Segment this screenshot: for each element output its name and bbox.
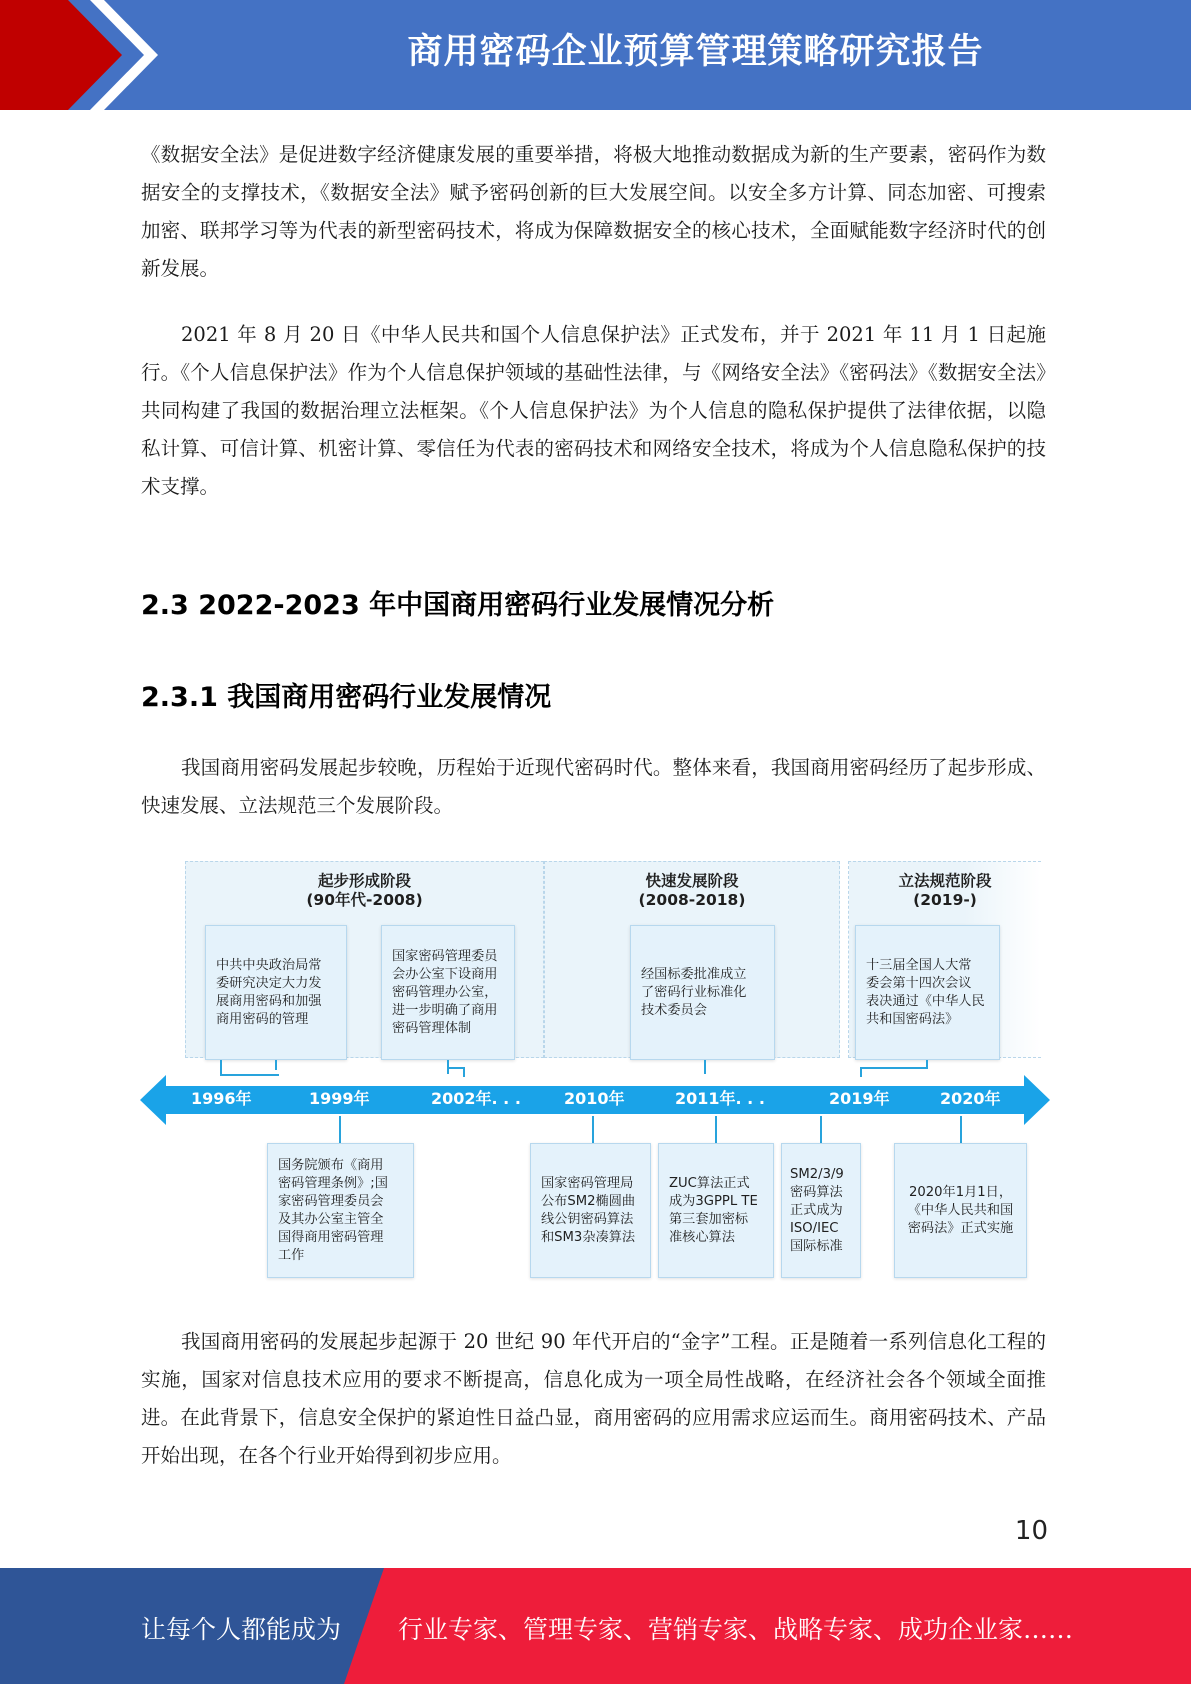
event-box-2020: 2020年1月1日， 《中华人民共和国 密码法》正式实施 [894, 1143, 1027, 1278]
paragraph-development-stages: 我国商用密码发展起步较晚，历程始于近现代密码时代。整体来看，我国商用密码经历了起步形成、快速发展、立法规范三个发展阶段。 [141, 756, 1046, 817]
connector-1996 [220, 1060, 279, 1076]
year-label-2002: 2002年. . . [431, 1089, 521, 1108]
year-label-1996: 1996年 [191, 1089, 252, 1108]
event-box-2010: 国家密码管理局 公布SM2椭圆曲 线公钥密码算法 和SM3杂凑算法 [530, 1143, 651, 1278]
page-footer [0, 1568, 1191, 1684]
paragraph-data-security-law: 《数据安全法》是促进数字经济健康发展的重要举措，将极大地推动数据成为新的生产要素，密码作为数据安全的支撑技术，《数据安全法》赋予密码创新的巨大发展空间。以安全多方计算、同态加密、可搜索加密、联邦学习等为代表的新型密码技术，将成为保障数据安全的核心技术，全面赋能数字经济时代的创新发展。 [141, 143, 1046, 280]
section-heading-2-3-1: 2.3.1 我国商用密码行业发展情况 [141, 682, 552, 713]
connector-2010 [592, 1116, 594, 1143]
paragraph-personal-info-law: 2021 年 8 月 20 日《中华人民共和国个人信息保护法》正式发布，并于 2021 年 11 月 1 日起施行。《个人信息保护法》作为个人信息保护领域的基础性法律，与《网络安全法》《密码法》《数据安全法》共同构建了我国的数据治理立法框架。《个人信息保护法》为个人信息的隐私保护提供了法律依据，以隐私计算、可信计算、机密计算、零信任为代表的密码技术和网络安全技术，将成为个人信息隐私保护的技术支撑。 [141, 323, 1046, 498]
event-box-2019-bottom: SM2/3/9 密码算法 正式成为 ISO/IEC 国际标准 [781, 1143, 861, 1278]
event-box-1996: 中共中央政治局常 委研究决定大力发 展商用密码和加强 商用密码的管理 [205, 925, 347, 1060]
stage-title: 快速发展阶段 (2008-2018) [638, 872, 746, 909]
year-label-2020: 2020年 [940, 1089, 1001, 1108]
event-box-2002: 国家密码管理委员 会办公室下设商用 密码管理办公室， 进一步明确了商用 密码管理体制 [381, 925, 515, 1060]
connector-2019b [926, 1060, 928, 1069]
year-label-2011: 2011年. . . [675, 1089, 765, 1108]
event-box-2019: 十三届全国人大常 委会第十四次会议 表决通过《中华人民 共和国密码法》 [855, 925, 1000, 1060]
stage-title: 立法规范阶段 (2019-) [898, 872, 992, 909]
development-timeline-figure [140, 855, 1050, 1280]
year-label-2010: 2010年 [564, 1089, 625, 1108]
connector-2011-bottom [715, 1116, 717, 1143]
year-label-1999: 1999年 [309, 1089, 370, 1108]
connector-2019-bottom [820, 1116, 822, 1143]
stage-title: 起步形成阶段 (90年代-2008) [306, 872, 423, 909]
event-box-2011-bottom: ZUC算法正式 成为3GPPL TE 第三套加密标 准核心算法 [658, 1143, 774, 1278]
report-title: 商用密码企业预算管理策略研究报告 [407, 32, 984, 72]
connector-2011-top [704, 1060, 706, 1074]
page-number: 10 [1014, 1516, 1048, 1546]
event-box-2011-top: 经国标委批准成立 了密码行业标准化 技术委员会 [630, 925, 775, 1060]
footer-slogan-right: 行业专家、管理专家、营销专家、战略专家、成功企业家…… [398, 1615, 1074, 1644]
event-box-1999: 国务院颁布《商用 密码管理条例》;国 家密码管理委员会 及其办公室主管全 国得商用密码管理 工作 [267, 1143, 414, 1278]
section-heading-2-3: 2.3 2022-2023 年中国商用密码行业发展情况分析 [141, 590, 775, 621]
connector-1999 [339, 1116, 341, 1143]
connector-2002-h [447, 1067, 463, 1069]
page-header [0, 0, 1191, 110]
year-label-2019: 2019年 [829, 1089, 890, 1108]
connector-1996b [275, 1060, 277, 1070]
connector-2020 [960, 1116, 962, 1143]
paragraph-golden-projects: 我国商用密码的发展起步起源于 20 世纪 90 年代开启的“金字”工程。正是随着一系列信息化工程的实施，国家对信息技术应用的要求不断提高，信息化成为一项全局性战略，在经济社会各个领域全面推进。在此背景下，信息安全保护的紧迫性日益凸显，商用密码的应用需求应运而生。商用密码技术、产品开始出现，在各个行业开始得到初步应用。 [141, 1330, 1046, 1467]
footer-slogan-left: 让每个人都能成为 [141, 1615, 342, 1644]
